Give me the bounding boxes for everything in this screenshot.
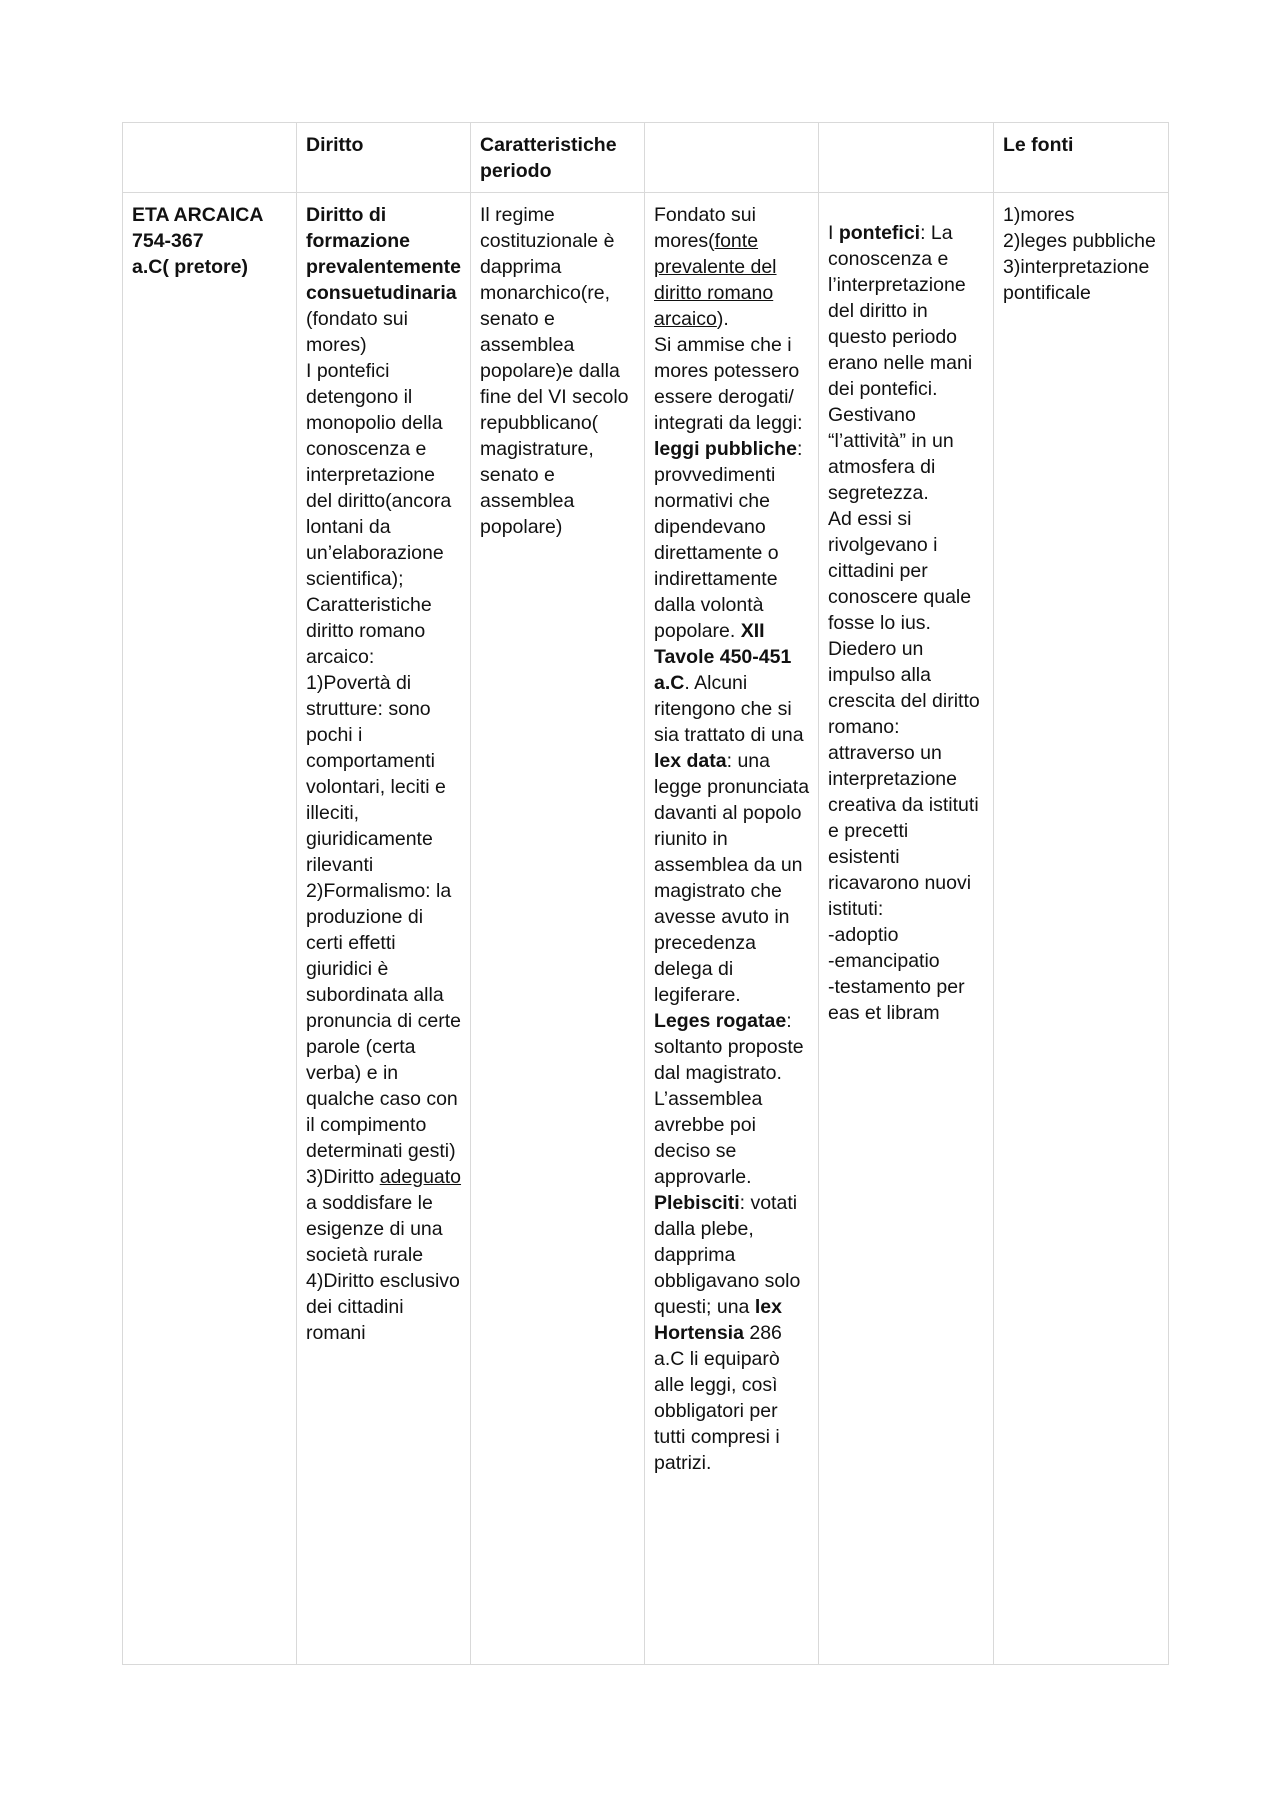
plebisciti-paragraph	[654, 1190, 810, 1476]
diritto-text-4: 1)Povertà di strutture: sono pochi i comportamenti volontari, leciti e illeciti, giuridicamente rilevanti	[306, 672, 446, 876]
leges-rogatae-bold: Leges rogatae	[654, 1010, 787, 1032]
leges-rogatae-text: : soltanto proposte dal magistrato. L’assemblea avrebbe poi deciso se approvarle.	[654, 1010, 804, 1188]
pontefici-list-emancipatio: -emancipatio	[828, 950, 940, 972]
pontefici-a2: : La conoscenza e l’interpretazione del diritto in questo periodo erano nelle mani dei pontefici. Gestivano “l’attività” in un atmosfera di segretezza.	[828, 222, 973, 504]
cell-diritto	[297, 193, 471, 1665]
cell-le-fonti	[994, 193, 1169, 1665]
mores-a-underlined: fonte prevalente del diritto romano arcaico	[654, 230, 777, 330]
header-cell-empty	[123, 123, 297, 193]
leggi-b3: . Alcuni ritengono che si sia trattato di una	[654, 672, 804, 746]
lex-data-bold: lex data	[654, 750, 727, 772]
diritto-text-6	[306, 1164, 462, 1268]
diritto-text-6b: a soddisfare le esigenze di una società rurale	[306, 1192, 443, 1266]
pontefici-paragraph	[828, 202, 985, 506]
plebisciti-bold: Plebisciti	[654, 1192, 740, 1214]
fonte-mores: 1)mores	[1003, 204, 1075, 226]
mores-a1: Fondato sui mores(	[654, 204, 756, 252]
cell-pontefici	[819, 193, 994, 1665]
diritto-text-5: 2)Formalismo: la produzione di certi effetti giuridici è subordinata alla pronuncia di certe parole (certa verba) e in qualche caso con il compimento determinati gesti)	[306, 880, 462, 1162]
diritto-text-6u: adeguato	[379, 1166, 462, 1188]
caratteristiche-text: Il regime costituzionale è dapprima monarchico(re, senato e assemblea popolare)e dalla fine del VI secolo repubblicano( magistrature, senato e assemblea popolare)	[480, 204, 629, 538]
header-cell-empty-2	[645, 123, 819, 193]
diritto-title-tail: a	[445, 282, 457, 304]
diritto-text-7: 4)Diritto esclusivo dei cittadini romani	[306, 1270, 460, 1344]
diritto-text-2: I pontefici detengono il monopolio della conoscenza e interpretazione del diritto(ancora lontani da un’elaborazione scientifica);	[306, 360, 452, 590]
pontefici-a1: I	[828, 222, 839, 244]
plebisciti-d1: : votati dalla plebe, dapprima obbligavano solo questi; una	[654, 1192, 801, 1318]
pontefici-list-adoptio: -adoptio	[828, 924, 899, 946]
header-cell-le-fonti: Le fonti	[994, 123, 1169, 193]
lex-hortensia-bold: lex Hortensia	[654, 1296, 782, 1344]
header-cell-caratteristiche: Caratteristiche periodo	[471, 123, 645, 193]
xii-tavole-bold: XII Tavole 450-451 a.C	[654, 620, 792, 694]
leggi-paragraph	[654, 332, 810, 1008]
pontefici-list-testamento: -testamento per eas et libram	[828, 976, 965, 1024]
era-suffix: a.C( pretore)	[132, 256, 248, 278]
pontefici-b: Ad essi si rivolgevano i cittadini per conoscere quale fosse lo ius.	[828, 508, 972, 634]
cell-fonti-mores	[645, 193, 819, 1665]
pontefici-bold: pontefici	[838, 222, 921, 244]
leggi-b2: : provvedimenti normativi che dipendevano direttamente o indirettamente dalla volontà popolare.	[654, 438, 803, 642]
cell-era	[123, 193, 297, 1665]
leges-rogatae-paragraph	[654, 1008, 810, 1190]
mores-a2: ).	[716, 308, 729, 330]
table-row-eta-arcaica	[123, 193, 1169, 1665]
fonte-leges: 2)leges pubbliche	[1003, 230, 1156, 252]
fonte-interpretazione: 3)interpretazione pontificale	[1003, 256, 1150, 304]
diritto-title: Diritto di formazione prevalentemente consuetudinari	[306, 204, 461, 304]
cell-caratteristiche	[471, 193, 645, 1665]
header-cell-diritto: Diritto	[297, 123, 471, 193]
leggi-pubbliche-bold: leggi pubbliche	[654, 438, 798, 460]
leggi-b4: : una legge pronunciata davanti al popolo riunito in assemblea da un magistrato che avesse avuto in precedenza delega di legiferare.	[654, 750, 810, 1006]
era-title: ETA ARCAICA	[132, 204, 264, 226]
diritto-text-1: (fondato sui mores)	[306, 308, 408, 356]
plebisciti-d2: 286 a.C li equiparò alle leggi, così obbligatori per tutti compresi i patrizi.	[654, 1322, 782, 1474]
mores-paragraph	[654, 202, 810, 332]
header-cell-empty-3	[819, 123, 994, 193]
era-years: 754-367	[132, 230, 204, 252]
diritto-text-6a: 3)Diritto	[306, 1166, 380, 1188]
table-header-row	[123, 123, 1169, 193]
summary-table	[122, 122, 1169, 1665]
leggi-b1: Si ammise che i mores potessero essere derogati/ integrati da leggi:	[654, 334, 803, 434]
diritto-text-3: Caratteristiche diritto romano arcaico:	[306, 594, 432, 668]
pontefici-c: Diedero un impulso alla crescita del diritto romano: attraverso un interpretazione creativa da istituti e precetti esistenti ricavarono nuovi istituti:	[828, 638, 980, 920]
